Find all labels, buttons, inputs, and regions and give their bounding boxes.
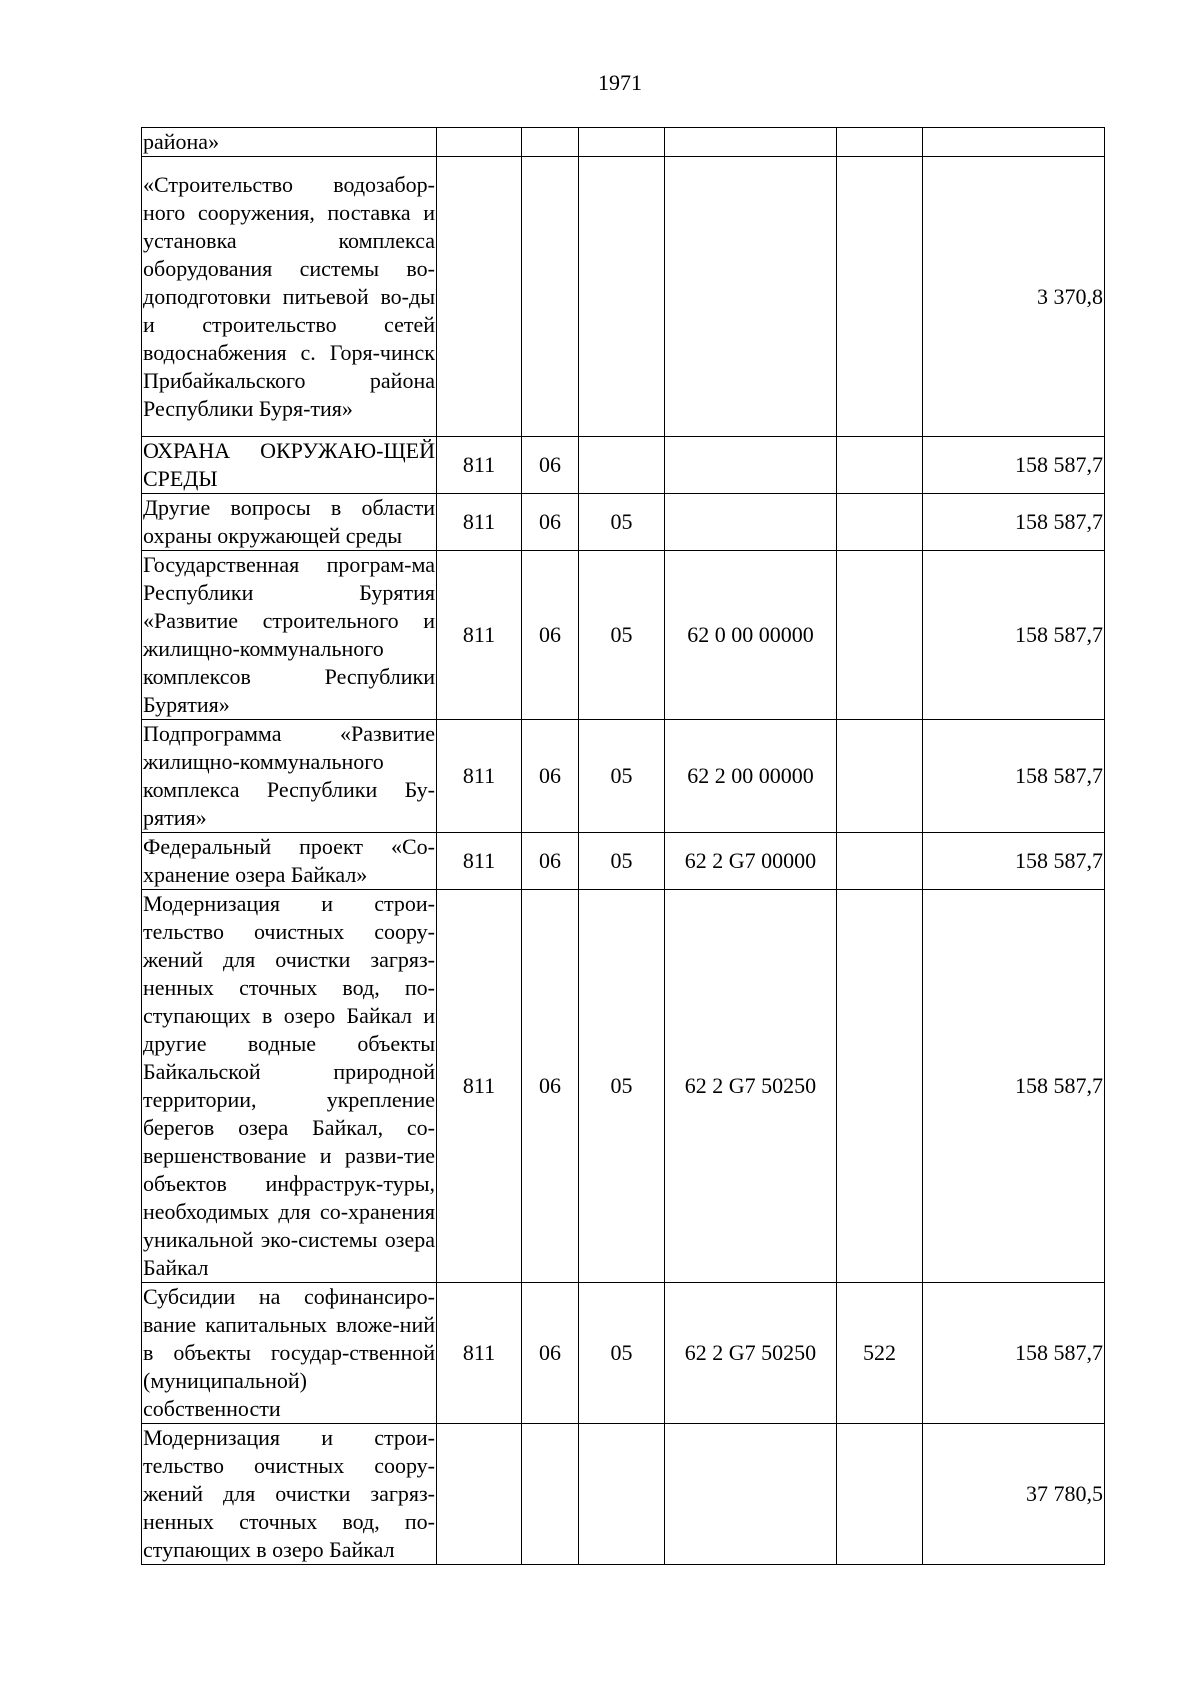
section-code: 06 (522, 437, 579, 494)
target-article-code: 62 2 G7 00000 (665, 833, 837, 890)
expense-type-code (837, 551, 923, 720)
ved-code: 811 (437, 1283, 522, 1424)
ved-code (437, 128, 522, 157)
amount: 158 587,7 (923, 720, 1105, 833)
table-row (142, 551, 1105, 720)
expense-type-code (837, 720, 923, 833)
table-row (142, 1424, 1105, 1565)
table-row (142, 720, 1105, 833)
table-row (142, 494, 1105, 551)
section-code: 06 (522, 890, 579, 1283)
target-article-code (665, 437, 837, 494)
ved-code: 811 (437, 720, 522, 833)
amount (923, 128, 1105, 157)
row-name: Модернизация и строи-тельство очистных соору-жений для очистки загряз-ненных сточных вод, по-ступающих в озеро Байкал (142, 1424, 437, 1565)
subsection-code (579, 157, 665, 437)
section-code: 06 (522, 833, 579, 890)
row-name: Федеральный проект «Со-хранение озера Байкал» (142, 833, 437, 890)
table-row (142, 437, 1105, 494)
subsection-code (579, 437, 665, 494)
target-article-code: 62 2 G7 50250 (665, 1283, 837, 1424)
row-name: Подпрограмма «Развитие жилищно-коммунального комплекса Республики Бу-рятия» (142, 720, 437, 833)
row-name: «Строительство водозабор-ного сооружения, поставка и установка комплекса оборудования системы во-доподготовки питьевой во-ды и строительство сетей водоснабжения с. Горя-чинск Прибайкальского района Республики Буря-тия» (142, 157, 437, 437)
ved-code: 811 (437, 833, 522, 890)
expense-type-code (837, 157, 923, 437)
amount: 158 587,7 (923, 833, 1105, 890)
row-name: района» (142, 128, 437, 157)
table-row (142, 128, 1105, 157)
row-name: Другие вопросы в области охраны окружающей среды (142, 494, 437, 551)
expense-type-code: 522 (837, 1283, 923, 1424)
amount: 158 587,7 (923, 890, 1105, 1283)
expense-type-code (837, 128, 923, 157)
amount: 158 587,7 (923, 1283, 1105, 1424)
row-name: Модернизация и строи-тельство очистных соору-жений для очистки загряз-ненных сточных вод, по-ступающих в озеро Байкал и другие водные объекты Байкальской природной территории, укрепление берегов озера Байкал, со-вершенствование и разви-тие объектов инфраструк-туры, необходимых для со-хранения уникальной эко-системы озера Байкал (142, 890, 437, 1283)
row-name: Государственная програм-ма Республики Бурятия «Развитие строительного и жилищно-коммунального комплексов Республики Бурятия» (142, 551, 437, 720)
table-row (142, 833, 1105, 890)
target-article-code (665, 494, 837, 551)
expense-type-code (837, 833, 923, 890)
subsection-code: 05 (579, 890, 665, 1283)
amount: 158 587,7 (923, 494, 1105, 551)
subsection-code: 05 (579, 720, 665, 833)
amount: 37 780,5 (923, 1424, 1105, 1565)
section-code: 06 (522, 720, 579, 833)
expense-type-code (837, 437, 923, 494)
subsection-code: 05 (579, 1283, 665, 1424)
target-article-code: 62 0 00 00000 (665, 551, 837, 720)
ved-code (437, 157, 522, 437)
section-code (522, 157, 579, 437)
expense-type-code (837, 890, 923, 1283)
subsection-code: 05 (579, 551, 665, 720)
target-article-code (665, 128, 837, 157)
ved-code (437, 1424, 522, 1565)
amount: 3 370,8 (923, 157, 1105, 437)
subsection-code (579, 128, 665, 157)
subsection-code: 05 (579, 833, 665, 890)
table-row (142, 890, 1105, 1283)
amount: 158 587,7 (923, 437, 1105, 494)
expense-type-code (837, 1424, 923, 1565)
ved-code: 811 (437, 437, 522, 494)
expense-type-code (837, 494, 923, 551)
section-code (522, 128, 579, 157)
table-row (142, 1283, 1105, 1424)
section-code: 06 (522, 1283, 579, 1424)
target-article-code (665, 157, 837, 437)
row-name: ОХРАНА ОКРУЖАЮ-ЩЕЙ СРЕДЫ (142, 437, 437, 494)
subsection-code (579, 1424, 665, 1565)
target-article-code: 62 2 00 00000 (665, 720, 837, 833)
target-article-code (665, 1424, 837, 1565)
ved-code: 811 (437, 494, 522, 551)
page-number: 1971 (598, 70, 642, 95)
row-name: Субсидии на софинансиро-вание капитальных вложе-ний в объекты государ-ственной (муниципальной) собственности (142, 1283, 437, 1424)
table-row (142, 157, 1105, 437)
amount: 158 587,7 (923, 551, 1105, 720)
target-article-code: 62 2 G7 50250 (665, 890, 837, 1283)
subsection-code: 05 (579, 494, 665, 551)
section-code: 06 (522, 494, 579, 551)
ved-code: 811 (437, 551, 522, 720)
section-code (522, 1424, 579, 1565)
ved-code: 811 (437, 890, 522, 1283)
budget-table (141, 127, 1105, 1565)
section-code: 06 (522, 551, 579, 720)
